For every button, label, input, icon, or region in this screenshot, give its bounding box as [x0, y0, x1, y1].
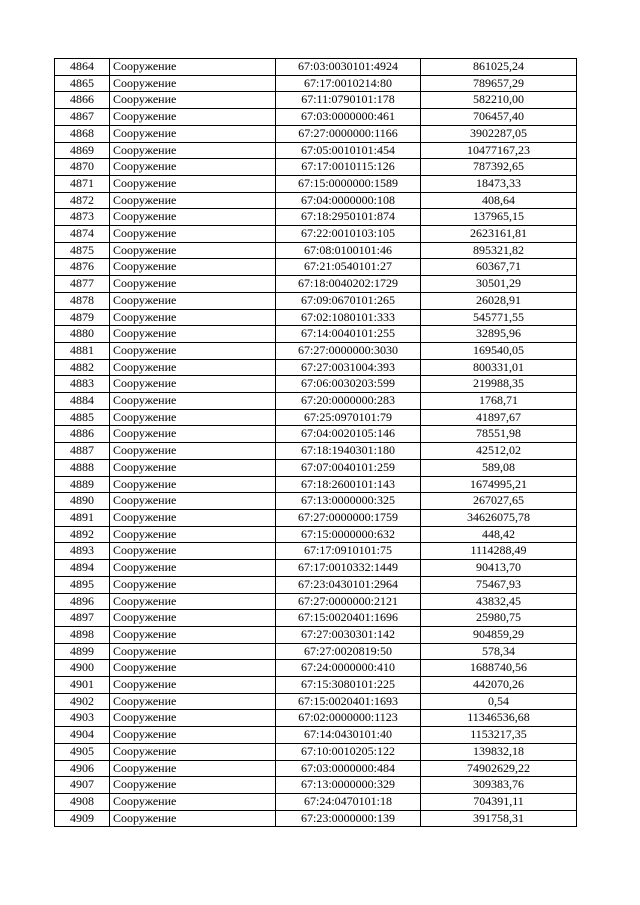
object-type-cell: Сооружение [110, 92, 276, 109]
cadastral-value-cell: 74902629,22 [421, 760, 577, 777]
object-type-cell: Сооружение [110, 710, 276, 727]
cadastral-number-cell: 67:08:0100101:46 [276, 242, 421, 259]
cadastral-number-cell: 67:23:0430101:2964 [276, 576, 421, 593]
cadastral-value-cell: 26028,91 [421, 292, 577, 309]
cadastral-value-cell: 1114288,49 [421, 543, 577, 560]
cadastral-value-cell: 78551,98 [421, 426, 577, 443]
object-type-cell: Сооружение [110, 626, 276, 643]
table-row [55, 793, 577, 810]
table-row [55, 309, 577, 326]
object-type-cell: Сооружение [110, 75, 276, 92]
table-row [55, 677, 577, 694]
cadastral-number-cell: 67:02:1080101:333 [276, 309, 421, 326]
cadastral-number-cell: 67:04:0000000:108 [276, 192, 421, 209]
cadastral-value-cell: 309383,76 [421, 777, 577, 794]
row-number-cell: 4884 [55, 393, 110, 410]
table-row [55, 509, 577, 526]
row-number-cell: 4872 [55, 192, 110, 209]
cadastral-number-cell: 67:14:0430101:40 [276, 727, 421, 744]
cadastral-number-cell: 67:15:0020401:1693 [276, 693, 421, 710]
object-type-cell: Сооружение [110, 643, 276, 660]
cadastral-value-cell: 442070,26 [421, 677, 577, 694]
table-row [55, 242, 577, 259]
cadastral-number-cell: 67:18:1940301:180 [276, 443, 421, 460]
cadastral-value-cell: 589,08 [421, 459, 577, 476]
table-row [55, 376, 577, 393]
row-number-cell: 4870 [55, 159, 110, 176]
row-number-cell: 4905 [55, 743, 110, 760]
row-number-cell: 4867 [55, 109, 110, 126]
object-type-cell: Сооружение [110, 560, 276, 577]
object-type-cell: Сооружение [110, 760, 276, 777]
row-number-cell: 4898 [55, 626, 110, 643]
cadastral-value-cell: 41897,67 [421, 409, 577, 426]
cadastral-number-cell: 67:27:0000000:3030 [276, 342, 421, 359]
cadastral-value-cell: 169540,05 [421, 342, 577, 359]
table-row [55, 142, 577, 159]
registry-table [54, 58, 577, 827]
row-number-cell: 4887 [55, 443, 110, 460]
cadastral-value-cell: 139832,18 [421, 743, 577, 760]
row-number-cell: 4879 [55, 309, 110, 326]
row-number-cell: 4902 [55, 693, 110, 710]
object-type-cell: Сооружение [110, 242, 276, 259]
table-row [55, 209, 577, 226]
row-number-cell: 4864 [55, 59, 110, 76]
table-row [55, 175, 577, 192]
cadastral-value-cell: 43832,45 [421, 593, 577, 610]
cadastral-number-cell: 67:27:0000000:1166 [276, 125, 421, 142]
table-row [55, 610, 577, 627]
object-type-cell: Сооружение [110, 159, 276, 176]
object-type-cell: Сооружение [110, 175, 276, 192]
object-type-cell: Сооружение [110, 693, 276, 710]
cadastral-value-cell: 32895,96 [421, 326, 577, 343]
cadastral-number-cell: 67:24:0470101:18 [276, 793, 421, 810]
object-type-cell: Сооружение [110, 443, 276, 460]
object-type-cell: Сооружение [110, 593, 276, 610]
row-number-cell: 4904 [55, 727, 110, 744]
object-type-cell: Сооружение [110, 660, 276, 677]
table-row [55, 760, 577, 777]
table-row [55, 92, 577, 109]
cadastral-number-cell: 67:07:0040101:259 [276, 459, 421, 476]
row-number-cell: 4877 [55, 276, 110, 293]
row-number-cell: 4865 [55, 75, 110, 92]
table-row [55, 526, 577, 543]
cadastral-value-cell: 0,54 [421, 693, 577, 710]
table-row [55, 192, 577, 209]
cadastral-number-cell: 67:14:0040101:255 [276, 326, 421, 343]
cadastral-number-cell: 67:27:0031004:393 [276, 359, 421, 376]
row-number-cell: 4869 [55, 142, 110, 159]
cadastral-value-cell: 18473,33 [421, 175, 577, 192]
cadastral-value-cell: 578,34 [421, 643, 577, 660]
table-row [55, 626, 577, 643]
table-row [55, 326, 577, 343]
cadastral-number-cell: 67:05:0010101:454 [276, 142, 421, 159]
object-type-cell: Сооружение [110, 142, 276, 159]
table-row [55, 493, 577, 510]
row-number-cell: 4900 [55, 660, 110, 677]
object-type-cell: Сооружение [110, 509, 276, 526]
table-row [55, 476, 577, 493]
object-type-cell: Сооружение [110, 526, 276, 543]
table-row [55, 710, 577, 727]
cadastral-number-cell: 67:22:0010103:105 [276, 226, 421, 243]
cadastral-value-cell: 10477167,23 [421, 142, 577, 159]
cadastral-number-cell: 67:25:0970101:79 [276, 409, 421, 426]
cadastral-value-cell: 11346536,68 [421, 710, 577, 727]
object-type-cell: Сооружение [110, 125, 276, 142]
table-row [55, 75, 577, 92]
row-number-cell: 4895 [55, 576, 110, 593]
cadastral-value-cell: 391758,31 [421, 810, 577, 827]
row-number-cell: 4866 [55, 92, 110, 109]
table-row [55, 459, 577, 476]
cadastral-number-cell: 67:17:0010214:80 [276, 75, 421, 92]
cadastral-value-cell: 137965,15 [421, 209, 577, 226]
cadastral-number-cell: 67:02:0000000:1123 [276, 710, 421, 727]
cadastral-number-cell: 67:18:2600101:143 [276, 476, 421, 493]
table-row [55, 276, 577, 293]
row-number-cell: 4894 [55, 560, 110, 577]
cadastral-number-cell: 67:04:0020105:146 [276, 426, 421, 443]
table-row [55, 743, 577, 760]
table-row [55, 159, 577, 176]
cadastral-number-cell: 67:27:0000000:1759 [276, 509, 421, 526]
table-row [55, 359, 577, 376]
row-number-cell: 4907 [55, 777, 110, 794]
row-number-cell: 4880 [55, 326, 110, 343]
table-row [55, 643, 577, 660]
table-row [55, 727, 577, 744]
table-row [55, 226, 577, 243]
row-number-cell: 4906 [55, 760, 110, 777]
cadastral-number-cell: 67:17:0910101:75 [276, 543, 421, 560]
cadastral-number-cell: 67:10:0010205:122 [276, 743, 421, 760]
row-number-cell: 4897 [55, 610, 110, 627]
object-type-cell: Сооружение [110, 292, 276, 309]
cadastral-value-cell: 861025,24 [421, 59, 577, 76]
cadastral-value-cell: 1153217,35 [421, 727, 577, 744]
cadastral-value-cell: 219988,35 [421, 376, 577, 393]
cadastral-value-cell: 545771,55 [421, 309, 577, 326]
object-type-cell: Сооружение [110, 409, 276, 426]
object-type-cell: Сооружение [110, 493, 276, 510]
table-row [55, 810, 577, 827]
cadastral-number-cell: 67:21:0540101:27 [276, 259, 421, 276]
cadastral-number-cell: 67:18:2950101:874 [276, 209, 421, 226]
table-row [55, 777, 577, 794]
cadastral-number-cell: 67:15:3080101:225 [276, 677, 421, 694]
object-type-cell: Сооружение [110, 743, 276, 760]
table-row [55, 443, 577, 460]
row-number-cell: 4891 [55, 509, 110, 526]
cadastral-value-cell: 895321,82 [421, 242, 577, 259]
table-row [55, 59, 577, 76]
cadastral-number-cell: 67:15:0000000:1589 [276, 175, 421, 192]
cadastral-number-cell: 67:06:0030203:599 [276, 376, 421, 393]
object-type-cell: Сооружение [110, 59, 276, 76]
cadastral-number-cell: 67:13:0000000:325 [276, 493, 421, 510]
row-number-cell: 4876 [55, 259, 110, 276]
row-number-cell: 4896 [55, 593, 110, 610]
cadastral-number-cell: 67:27:0000000:2121 [276, 593, 421, 610]
row-number-cell: 4871 [55, 175, 110, 192]
object-type-cell: Сооружение [110, 677, 276, 694]
row-number-cell: 4893 [55, 543, 110, 560]
row-number-cell: 4874 [55, 226, 110, 243]
registry-table-body [55, 59, 577, 827]
cadastral-value-cell: 34626075,78 [421, 509, 577, 526]
cadastral-value-cell: 706457,40 [421, 109, 577, 126]
cadastral-value-cell: 800331,01 [421, 359, 577, 376]
cadastral-value-cell: 448,42 [421, 526, 577, 543]
cadastral-number-cell: 67:13:0000000:329 [276, 777, 421, 794]
cadastral-value-cell: 267027,65 [421, 493, 577, 510]
object-type-cell: Сооружение [110, 810, 276, 827]
row-number-cell: 4899 [55, 643, 110, 660]
table-row [55, 125, 577, 142]
object-type-cell: Сооружение [110, 376, 276, 393]
table-row [55, 109, 577, 126]
object-type-cell: Сооружение [110, 342, 276, 359]
cadastral-value-cell: 789657,29 [421, 75, 577, 92]
cadastral-value-cell: 60367,71 [421, 259, 577, 276]
cadastral-number-cell: 67:09:0670101:265 [276, 292, 421, 309]
row-number-cell: 4908 [55, 793, 110, 810]
cadastral-value-cell: 1768,71 [421, 393, 577, 410]
row-number-cell: 4868 [55, 125, 110, 142]
cadastral-number-cell: 67:03:0000000:484 [276, 760, 421, 777]
row-number-cell: 4882 [55, 359, 110, 376]
row-number-cell: 4892 [55, 526, 110, 543]
cadastral-number-cell: 67:27:0030301:142 [276, 626, 421, 643]
cadastral-number-cell: 67:18:0040202:1729 [276, 276, 421, 293]
object-type-cell: Сооружение [110, 727, 276, 744]
object-type-cell: Сооружение [110, 326, 276, 343]
cadastral-value-cell: 1688740,56 [421, 660, 577, 677]
object-type-cell: Сооружение [110, 309, 276, 326]
cadastral-value-cell: 75467,93 [421, 576, 577, 593]
object-type-cell: Сооружение [110, 109, 276, 126]
cadastral-number-cell: 67:03:0030101:4924 [276, 59, 421, 76]
table-row [55, 259, 577, 276]
object-type-cell: Сооружение [110, 393, 276, 410]
object-type-cell: Сооружение [110, 459, 276, 476]
table-row [55, 292, 577, 309]
cadastral-number-cell: 67:23:0000000:139 [276, 810, 421, 827]
cadastral-value-cell: 704391,11 [421, 793, 577, 810]
row-number-cell: 4878 [55, 292, 110, 309]
cadastral-value-cell: 582210,00 [421, 92, 577, 109]
object-type-cell: Сооружение [110, 259, 276, 276]
table-row [55, 693, 577, 710]
row-number-cell: 4889 [55, 476, 110, 493]
object-type-cell: Сооружение [110, 209, 276, 226]
object-type-cell: Сооружение [110, 476, 276, 493]
cadastral-number-cell: 67:11:0790101:178 [276, 92, 421, 109]
cadastral-number-cell: 67:17:0010115:126 [276, 159, 421, 176]
cadastral-number-cell: 67:24:0000000:410 [276, 660, 421, 677]
cadastral-value-cell: 2623161,81 [421, 226, 577, 243]
cadastral-number-cell: 67:15:0020401:1696 [276, 610, 421, 627]
row-number-cell: 4890 [55, 493, 110, 510]
cadastral-value-cell: 42512,02 [421, 443, 577, 460]
row-number-cell: 4888 [55, 459, 110, 476]
row-number-cell: 4885 [55, 409, 110, 426]
row-number-cell: 4886 [55, 426, 110, 443]
object-type-cell: Сооружение [110, 610, 276, 627]
object-type-cell: Сооружение [110, 226, 276, 243]
cadastral-number-cell: 67:20:0000000:283 [276, 393, 421, 410]
object-type-cell: Сооружение [110, 777, 276, 794]
table-row [55, 576, 577, 593]
object-type-cell: Сооружение [110, 543, 276, 560]
object-type-cell: Сооружение [110, 426, 276, 443]
table-row [55, 543, 577, 560]
object-type-cell: Сооружение [110, 576, 276, 593]
row-number-cell: 4903 [55, 710, 110, 727]
object-type-cell: Сооружение [110, 359, 276, 376]
table-row [55, 393, 577, 410]
table-row [55, 426, 577, 443]
cadastral-value-cell: 787392,65 [421, 159, 577, 176]
object-type-cell: Сооружение [110, 276, 276, 293]
row-number-cell: 4909 [55, 810, 110, 827]
cadastral-value-cell: 30501,29 [421, 276, 577, 293]
cadastral-number-cell: 67:15:0000000:632 [276, 526, 421, 543]
cadastral-number-cell: 67:27:0020819:50 [276, 643, 421, 660]
row-number-cell: 4875 [55, 242, 110, 259]
table-row [55, 660, 577, 677]
cadastral-value-cell: 90413,70 [421, 560, 577, 577]
cadastral-number-cell: 67:03:0000000:461 [276, 109, 421, 126]
cadastral-value-cell: 904859,29 [421, 626, 577, 643]
row-number-cell: 4883 [55, 376, 110, 393]
cadastral-value-cell: 25980,75 [421, 610, 577, 627]
object-type-cell: Сооружение [110, 793, 276, 810]
cadastral-value-cell: 1674995,21 [421, 476, 577, 493]
row-number-cell: 4901 [55, 677, 110, 694]
table-row [55, 409, 577, 426]
object-type-cell: Сооружение [110, 192, 276, 209]
table-row [55, 593, 577, 610]
table-row [55, 342, 577, 359]
cadastral-value-cell: 3902287,05 [421, 125, 577, 142]
row-number-cell: 4873 [55, 209, 110, 226]
row-number-cell: 4881 [55, 342, 110, 359]
cadastral-value-cell: 408,64 [421, 192, 577, 209]
table-row [55, 560, 577, 577]
cadastral-number-cell: 67:17:0010332:1449 [276, 560, 421, 577]
